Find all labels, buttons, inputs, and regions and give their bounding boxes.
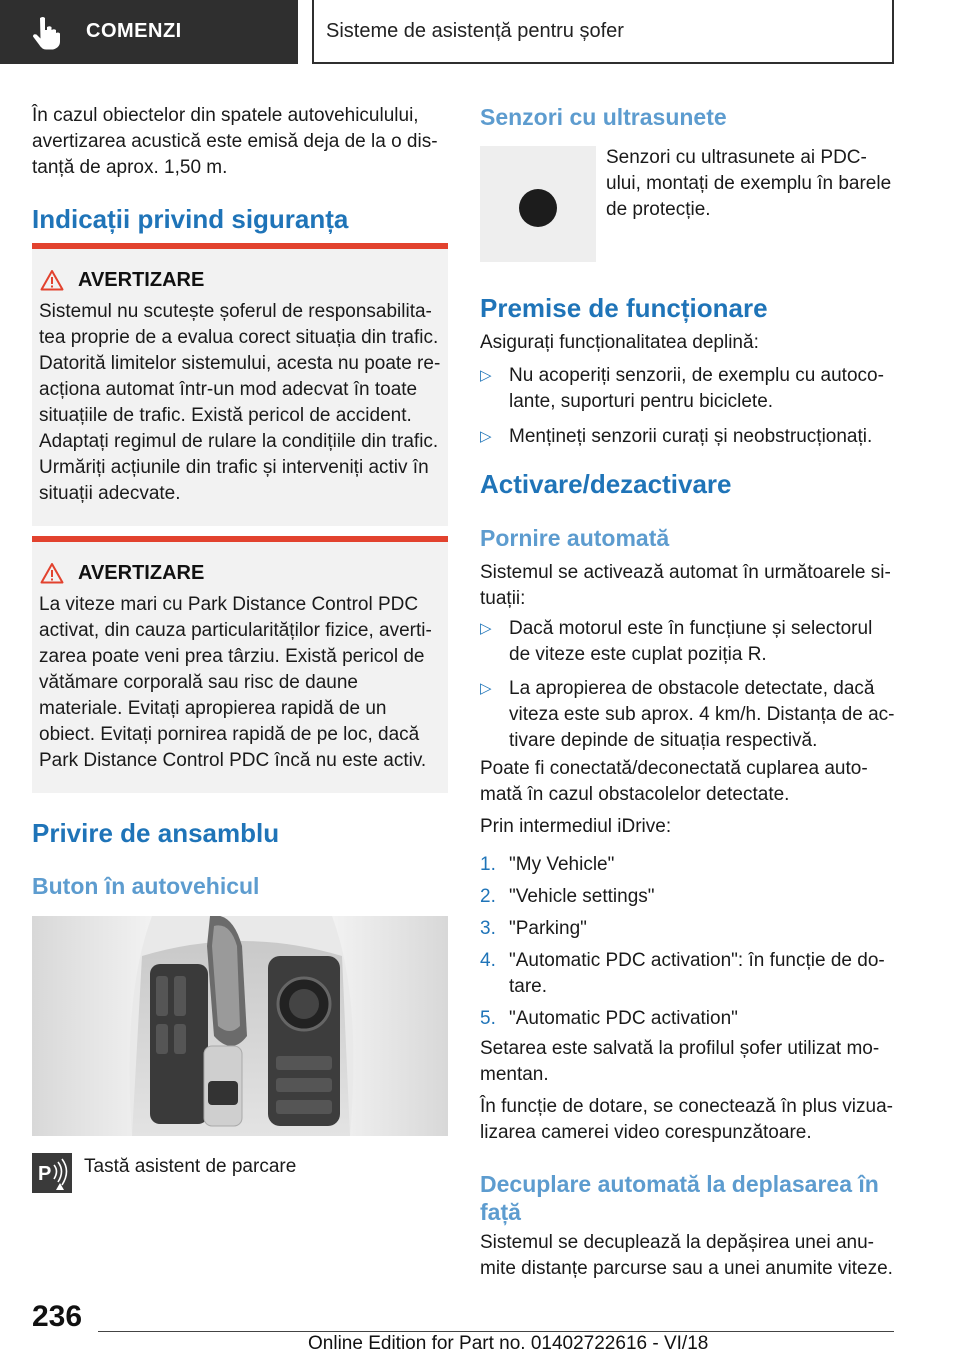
auto-start-list bbox=[480, 616, 896, 754]
triangle-bullet-icon: ▷ bbox=[480, 620, 492, 637]
steps-list bbox=[480, 852, 896, 1032]
section-title: COMENZI bbox=[86, 20, 182, 42]
warning-triangle-icon bbox=[40, 562, 64, 584]
saved-paragraph: Setarea este salvată la profilul șofer utilizat mo-mentan. bbox=[480, 1038, 880, 1085]
list-item: 4. "Automatic PDC activation": în funcție de do-tare. bbox=[480, 950, 885, 997]
ultrasonic-sensor-image bbox=[480, 146, 596, 262]
hand-pointer-icon bbox=[28, 14, 64, 50]
premise-heading: Premise de funcționare bbox=[480, 293, 768, 323]
button-subheading: Buton în autovehicul bbox=[32, 873, 260, 899]
auto-start-intro: Sistemul se activează automat în următoarele si-tuații: bbox=[480, 562, 891, 609]
chapter-header bbox=[312, 0, 894, 64]
auto-start-heading: Pornire automată bbox=[480, 525, 670, 551]
warning-box-1 bbox=[32, 243, 448, 526]
camera-paragraph: În funcție de dotare, se conectează în plus vizua-lizarea camerei video corespunzătoare. bbox=[480, 1096, 893, 1143]
parking-assistant-icon bbox=[32, 1153, 72, 1193]
page-number: 236 bbox=[32, 1300, 83, 1333]
warning-triangle-icon bbox=[40, 269, 64, 291]
button-caption: Tastă asistent de parcare bbox=[84, 1156, 297, 1177]
warning-text: Sistemul nu scutește șoferul de responsabilita-tea proprie de a evalua corect situația din trafic. Datorită limitelor sistemului, acesta nu poate re-acționa automat într-un mod adecvat în toate situațiile de trafic. Există pericol de accident. Adaptați regimul de rulare la condițiile din trafic. Urmăriți acțiunile din trafic și interveniți activ în situații adecvate. bbox=[39, 301, 441, 504]
list-item: ▷ Dacă motorul este în funcțiune și selectorul de viteze este cuplat poziția R. bbox=[480, 618, 873, 665]
list-item: 5. "Automatic PDC activation" bbox=[480, 1008, 738, 1029]
list-item: 2. "Vehicle settings" bbox=[480, 886, 655, 907]
safety-heading: Indicații privind siguranța bbox=[32, 204, 349, 234]
premise-list bbox=[480, 363, 896, 450]
edition-footer: Online Edition for Part no. 01402722616 - VI/18 bbox=[308, 1333, 709, 1354]
premise-intro: Asigurați funcționalitatea deplină: bbox=[480, 332, 759, 353]
idrive-paragraph: Prin intermediul iDrive: bbox=[480, 816, 672, 837]
overview-heading: Privire de ansamblu bbox=[32, 818, 280, 848]
coupling-paragraph: Poate fi conectată/deconectată cuplarea auto-mată în cazul obstacolelor detectate. bbox=[480, 758, 868, 805]
intro-paragraph: În cazul obiectelor din spatele autovehiculului, avertizarea acustică este emisă deja de la o dis-tanță de aprox. 1,50 m. bbox=[32, 105, 438, 178]
warning-title: AVERTIZARE bbox=[78, 562, 205, 584]
activation-heading: Activare/dezactivare bbox=[480, 469, 732, 499]
decouple-paragraph: Sistemul se decuplează la depășirea unei anu-mite distanțe parcurse sau a unei anumite viteze. bbox=[480, 1232, 893, 1279]
decouple-heading: Decuplare automată la deplasarea în față bbox=[480, 1171, 879, 1225]
svg-text:P: P bbox=[38, 1163, 52, 1185]
list-item: ▷ Mențineți senzorii curați și neobstrucționați. bbox=[480, 424, 896, 450]
list-item: 1. "My Vehicle" bbox=[480, 854, 615, 875]
list-item: ▷ Nu acoperiți senzorii, de exemplu cu autoco-lante, suporturi pentru biciclete. bbox=[480, 365, 884, 412]
sensors-heading: Senzori cu ultrasunete bbox=[480, 104, 727, 130]
triangle-bullet-icon: ▷ bbox=[480, 680, 492, 697]
chapter-title: Sisteme de asistență pentru șofer bbox=[326, 20, 624, 42]
list-item: 3. "Parking" bbox=[480, 918, 587, 939]
triangle-bullet-icon: ▷ bbox=[480, 428, 492, 445]
footer-divider bbox=[98, 1331, 894, 1332]
warning-box-2 bbox=[32, 536, 448, 793]
warning-title: AVERTIZARE bbox=[78, 269, 205, 291]
list-item: ▷ La apropierea de obstacole detectate, dacă viteza este sub aprox. 4 km/h. Distanța de ac-tivare depinde de situația respectivă. bbox=[480, 678, 895, 751]
warning-text: La viteze mari cu Park Distance Control PDC activat, din cauza particularităților fizice, averti-zarea poate veni prea târziu. Există pericol de vătămare corporală sau risc de daune materiale. Evitați apropierea rapidă de un obiect. Evitați pornirea rapidă de pe loc, dacă Park Distance Control PDC încă nu este activ. bbox=[39, 594, 432, 771]
triangle-bullet-icon: ▷ bbox=[480, 367, 492, 384]
center-console-image bbox=[32, 916, 448, 1136]
sensors-paragraph: Senzori cu ultrasunete ai PDC-ului, montați de exemplu în barele de protecție. bbox=[606, 147, 892, 220]
section-tab bbox=[0, 0, 298, 64]
